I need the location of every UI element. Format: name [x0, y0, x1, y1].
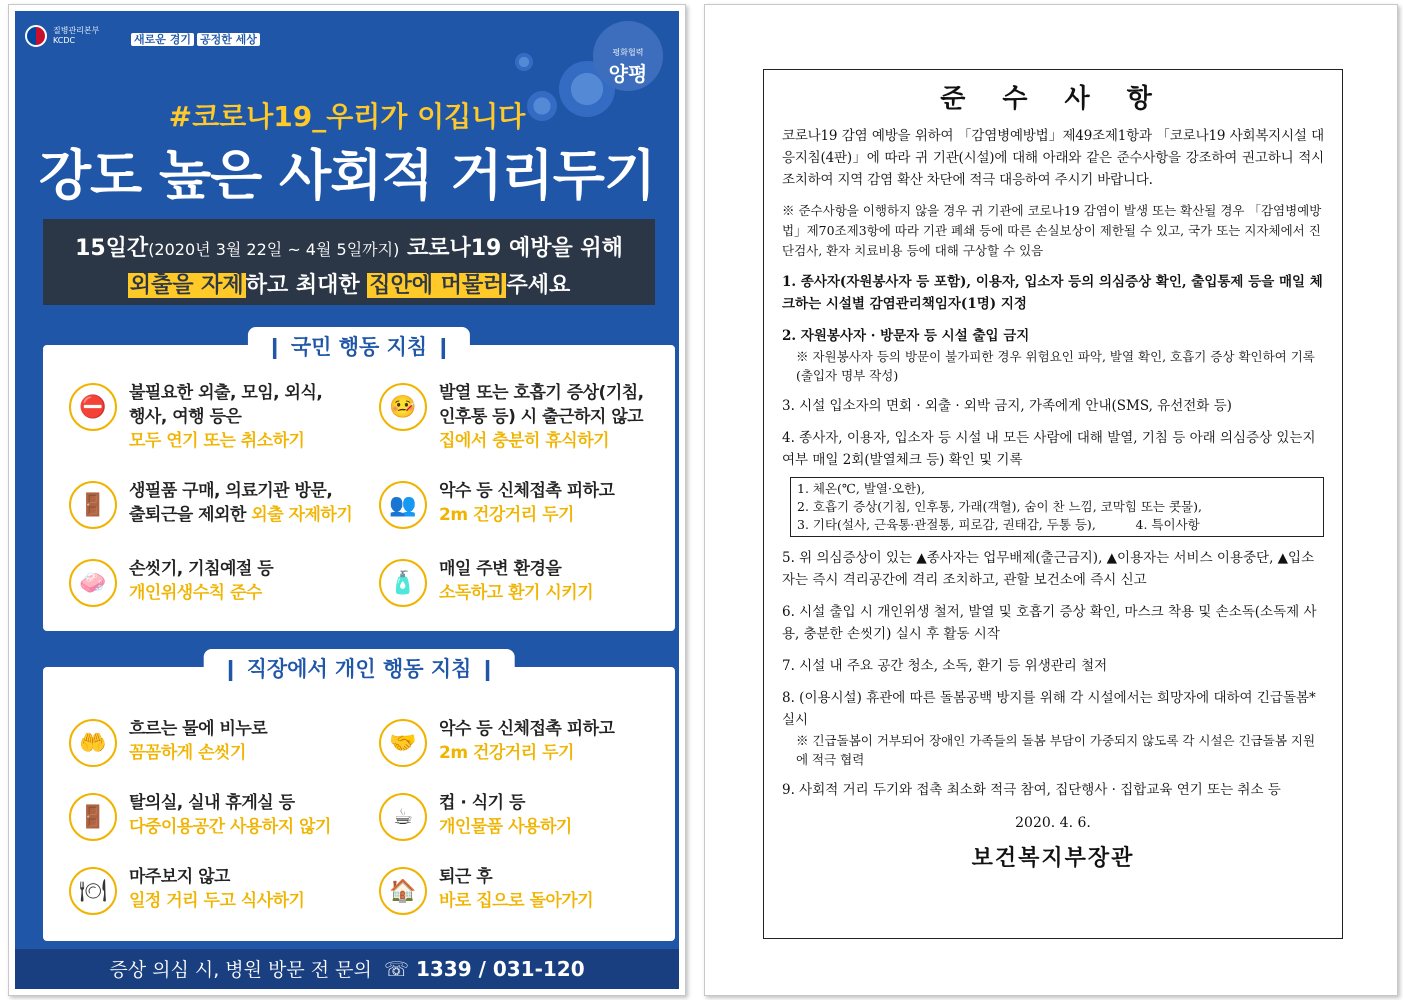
list-item: 🤒 발열 또는 호흡기 증상(기침, 인후통 등) 시 출근하지 않고 집에서 충분히 휴식하기 [379, 381, 679, 453]
checklist-row: 1. 체온(℃, 발열·오한), [797, 481, 925, 496]
section-title: ❙ 국민 행동 지침 ❙ [248, 327, 470, 365]
compliance-document [763, 69, 1343, 939]
home-icon: 🏠 [379, 867, 427, 915]
poster-title: 강도 높은 사회적 거리두기 [38, 144, 656, 207]
hashtag: #코로나19_우리가 이깁니다 [168, 100, 526, 133]
checklist-row: 2. 호흡기 증상(기침, 인후통, 가래(객혈), 숨이 찬 느낌, 코막힘 또는 콧물), [797, 499, 1202, 514]
locker-room-icon: 🚪 [69, 793, 117, 841]
item-9: 9. 사회적 거리 두기와 접촉 최소화 적극 참여, 집단행사 · 집합교육 연기 또는 취소 등 [782, 782, 1281, 798]
notice-box: 15일간(2020년 3월 22일 ~ 4월 5일까지) 코로나19 예방을 위해 외출을 자제하고 최대한 집안에 머물러주세요 [43, 219, 655, 305]
virus-icon [515, 53, 533, 71]
list-item: 🍽 마주보지 않고 일정 거리 두고 식사하기 [69, 865, 369, 915]
citizen-guidelines [43, 335, 675, 631]
item-8-note: ※ 긴급돌봄이 거부되어 장애인 가족들의 돌봄 부담이 가중되지 않도록 각 시설은 긴급돌봄 지원에 적극 협력 [796, 733, 1316, 767]
item-6: 6. 시설 출입 시 개인위생 철저, 발열 및 호흡기 증상 확인, 마스크 착용 및 손소독(소독제 사용, 충분한 손씻기) 실시 후 활동 시작 [782, 604, 1317, 642]
item-2-note: ※ 자원봉사자 등의 방문이 불가피한 경우 위험요인 파악, 발열 확인, 호흡기 증상 확인하여 기록(출입자 명부 작성) [796, 349, 1315, 383]
item-7: 7. 시설 내 주요 공간 청소, 소독, 환기 등 위생관리 철저 [782, 658, 1108, 674]
dining-icon: 🍽 [69, 867, 117, 915]
section-title: ❙ 직장에서 개인 행동 지침 ❙ [204, 649, 515, 687]
no-handshake-icon: 🤝 [379, 719, 427, 767]
item-5: 5. 위 의심증상이 있는 ▲종사자는 업무배제(출근금지), ▲이용자는 서비스 이용중단, ▲입소자는 즉시 격리공간에 격리 조치하고, 관할 보건소에 즉시 신고 [782, 550, 1315, 588]
checklist-row: 3. 기타(설사, 근육통·관절통, 피로감, 권태감, 두통 등), 4. 특이사항 [797, 517, 1200, 532]
spray-icon: 🧴 [379, 559, 427, 607]
phone-number: ☏ 1339 / 031-120 [383, 957, 585, 981]
document-panel [704, 4, 1398, 996]
yangpyeong-badge: 평화협력 양평 [593, 21, 663, 91]
symptom-checklist [790, 477, 1324, 537]
fever-icon: 🤒 [379, 383, 427, 431]
gyeonggi-slogan: 새로운 경기 공정한 세상 [131, 31, 263, 47]
document-date: 2020. 4. 6. [1015, 815, 1091, 831]
item-8: 8. (이용시설) 휴관에 따른 돌봄공백 방지를 위해 각 시설에서는 희망자에 대하여 긴급돌봄* 실시 [782, 690, 1316, 728]
list-item: 🧴 매일 주변 환경을 소독하고 환기 시키기 [379, 557, 679, 607]
item-4: 4. 종사자, 이용자, 입소자 등 시설 내 모든 사람에 대해 발열, 기침 등 아래 의심증상 있는지 여부 매일 2회(발열체크 등) 확인 및 기록 [782, 430, 1316, 468]
item-2: 2. 자원봉사자 · 방문자 등 시설 출입 금지 [782, 328, 1030, 344]
document-title: 준 수 사 항 [940, 84, 1166, 114]
list-item: 🤝 악수 등 신체접촉 피하고 2m 건강거리 두기 [379, 717, 679, 767]
taegeuk-icon [25, 25, 47, 47]
list-item: 👥 악수 등 신체접촉 피하고 2m 건강거리 두기 [379, 479, 679, 529]
list-item: 🤲 흐르는 물에 비누로 꼼꼼하게 손씻기 [69, 717, 369, 767]
crowd-cancel-icon: ⛔ [69, 383, 117, 431]
list-item: 🚪 생필품 구매, 의료기관 방문, 출퇴근을 제외한 외출 자제하기 [69, 479, 369, 529]
cup-icon: ☕ [379, 793, 427, 841]
poster-panel [8, 4, 686, 996]
poster [15, 11, 679, 989]
item-1: 1. 종사자(자원봉사자 등 포함), 이용자, 입소자 등의 의심증상 확인, 출입통제 등을 매일 체크하는 시설별 감염관리책임자(1명) 지정 [782, 274, 1323, 312]
kcdc-logo [25, 25, 99, 47]
workplace-guidelines [43, 657, 675, 941]
handwash-icon: 🤲 [69, 719, 117, 767]
contact-footer: 증상 의심 시, 병원 방문 전 문의 ☏ 1339 / 031-120 [15, 949, 679, 989]
list-item: 🏠 퇴근 후 바로 집으로 돌아가기 [379, 865, 679, 915]
door-icon: 🚪 [69, 481, 117, 529]
document-signer: 보건복지부장관 [971, 846, 1135, 871]
list-item: 🚪 탈의실, 실내 휴게실 등 다중이용공간 사용하지 않기 [69, 791, 369, 841]
org-name: 질병관리본부 [53, 26, 100, 35]
handwash-mask-icon: 🧼 [69, 559, 117, 607]
org-name-en: KCDC [53, 36, 76, 45]
warning-note: ※ 준수사항을 이행하지 않을 경우 귀 기관에 코로나19 감염이 발생 또는 확산될 경우 「감염병예방법」제70조제3항에 따라 기관 폐쇄 등에 따른 손실보상이 제한될 수 있고, 국가 또는 지자체에서 진단검사, 환자 치료비용 등에 대해 구상할 수 있음 [782, 203, 1322, 258]
list-item: ⛔ 불필요한 외출, 모임, 외식, 행사, 여행 등은 모두 연기 또는 취소하기 [69, 381, 369, 453]
distance-icon: 👥 [379, 481, 427, 529]
list-item: 🧼 손씻기, 기침예절 등 개인위생수칙 준수 [69, 557, 369, 607]
item-3: 3. 시설 입소자의 면회 · 외출 · 외박 금지, 가족에게 안내(SMS, 유선전화 등) [782, 398, 1232, 414]
list-item: ☕ 컵 · 식기 등 개인물품 사용하기 [379, 791, 679, 841]
intro-paragraph: 코로나19 감염 예방을 위하여 「감염병예방법」제49조제1항과 「코로나19 사회복지시설 대응지침(4판)」에 따라 귀 기관(시설)에 대해 아래와 같은 준수사항을 강조하여 권고하니 적시 조치하여 지역 감염 확산 차단에 적극 대응하여 주시기 바랍니다. [782, 128, 1324, 188]
